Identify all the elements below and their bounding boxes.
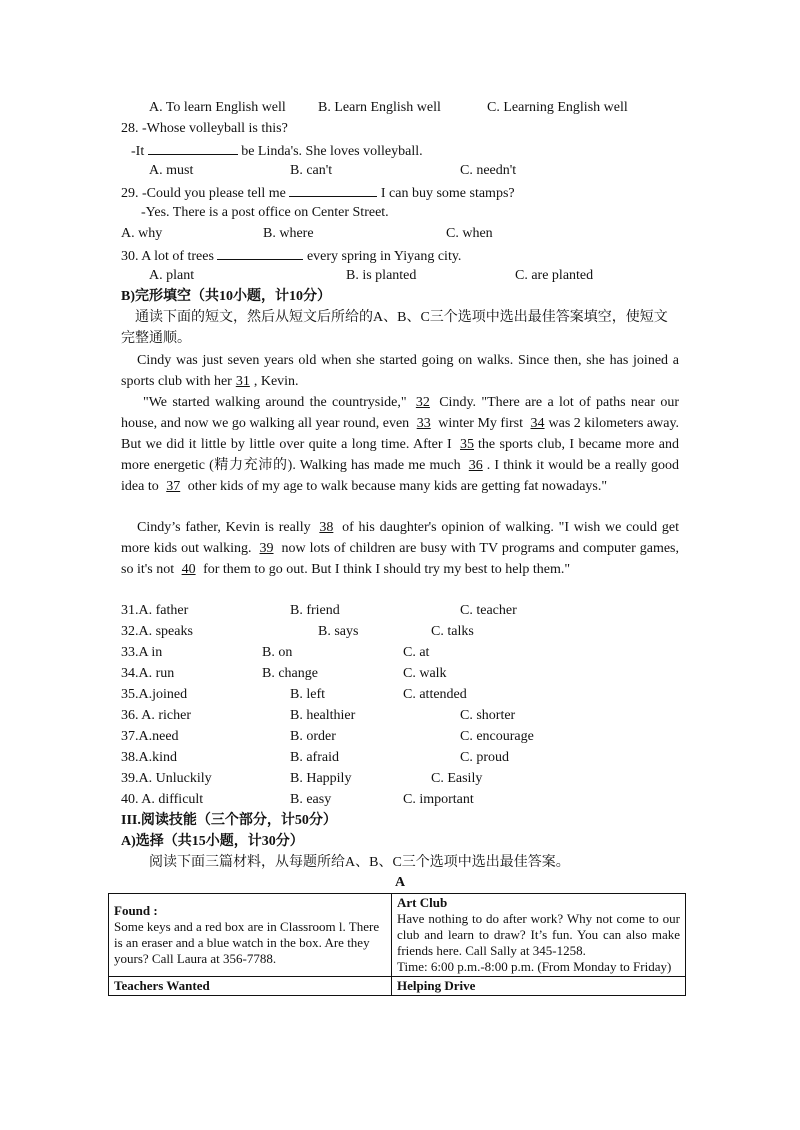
- q29-option-c: C. when: [446, 226, 493, 241]
- option-36-a: 36. A. richer: [121, 708, 191, 723]
- option-33-c: C. at: [403, 645, 430, 660]
- option-31-a: 31.A. father: [121, 603, 189, 618]
- art-club-time: Time: 6:00 p.m.-8:00 p.m. (From Monday to Friday): [397, 959, 672, 974]
- option-31-c: C. teacher: [460, 603, 517, 618]
- blank-37: 37: [166, 479, 181, 494]
- q28-option-a: A. must: [149, 163, 194, 178]
- q30-question: 30. A lot of trees every spring in Yiyang city.: [121, 245, 461, 267]
- option-38-a: 38.A.kind: [121, 750, 177, 765]
- blank-38: 38: [319, 520, 334, 535]
- section-iii-heading: III.阅读技能（三个部分，计50分）: [121, 813, 337, 828]
- q28-question: 28. -Whose volleyball is this?: [121, 121, 288, 136]
- q30-option-a: A. plant: [149, 268, 195, 283]
- option-37-c: C. encourage: [460, 729, 534, 744]
- option-34-b: B. change: [262, 666, 318, 681]
- option-40-a: 40. A. difficult: [121, 792, 204, 807]
- q27-option-a: A. To learn English well: [149, 100, 286, 115]
- blank-31: 31: [235, 374, 250, 389]
- art-club-notice: [392, 894, 686, 977]
- section-b-instruction-1: 通读下面的短文，然后从短文后所给的A、B、C三个选项中选出最佳答案填空，使短文: [135, 310, 668, 325]
- option-36-c: C. shorter: [460, 708, 516, 723]
- q30-option-c: C. are planted: [515, 268, 594, 283]
- q27-option-b: B. Learn English well: [318, 100, 441, 115]
- q29-answer: -Yes. There is a post office on Center Street.: [141, 205, 389, 220]
- blank-34: 34: [530, 416, 545, 431]
- option-35-a: 35.A.joined: [121, 687, 188, 702]
- q30-option-b: B. is planted: [346, 268, 417, 283]
- q29-option-b: B. where: [263, 226, 314, 241]
- section-iii-instruction: 阅读下面三篇材料，从每题所给A、B、C三个选项中选出最佳答案。: [149, 855, 570, 870]
- option-32-c: C. talks: [431, 624, 474, 639]
- option-40-b: B. easy: [290, 792, 332, 807]
- q28-option-c: C. needn't: [460, 163, 517, 178]
- passage-paragraph-3: Cindy’s father, Kevin is really 38 of his daughter's opinion of walking. "I wish we could get more kids out walking. 39 now lots of children are busy with TV programs and computer games, so it's not 40 for them to go out. But I think I should try my best to help them.": [121, 520, 680, 577]
- option-35-c: C. attended: [403, 687, 467, 702]
- found-notice: [109, 894, 392, 977]
- section-b-instruction-2: 完整通顺。: [121, 331, 191, 346]
- blank-33: 33: [416, 416, 431, 431]
- blank-36: 36: [468, 458, 483, 473]
- passage-letter-a: A: [394, 875, 406, 890]
- found-title: Found :: [114, 903, 158, 918]
- q28-blank: [148, 140, 238, 155]
- found-body: Some keys and a red box are in Classroom l. There is an eraser and a blue watch in the box. Are they yours? Call Laura at 356-7788.: [114, 919, 380, 966]
- option-33-a: 33.A in: [121, 645, 163, 660]
- option-39-a: 39.A. Unluckily: [121, 771, 212, 786]
- section-b-heading: B)完形填空（共10小题，计10分）: [121, 289, 331, 304]
- option-39-c: C. Easily: [431, 771, 483, 786]
- teachers-wanted-title: Teachers Wanted: [109, 977, 392, 996]
- option-39-b: B. Happily: [290, 771, 352, 786]
- option-40-c: C. important: [403, 792, 474, 807]
- blank-40: 40: [181, 562, 196, 577]
- option-31-b: B. friend: [290, 603, 340, 618]
- art-club-body: Have nothing to do after work? Why not come to our club and learn to draw? It’s fun. You can also make friends here. Call Sally at 345-1258.: [397, 911, 680, 958]
- section-iii-subheading: A)选择（共15小题，计30分）: [121, 834, 304, 849]
- q28-sentence: -It be Linda's. She loves volleyball.: [131, 140, 423, 162]
- option-32-b: B. says: [318, 624, 359, 639]
- blank-35: 35: [460, 437, 475, 452]
- option-38-c: C. proud: [460, 750, 509, 765]
- passage-paragraph-1: Cindy was just seven years old when she started going on walks. Since then, she has joined a sports club with her 31 , Kevin.: [121, 353, 679, 389]
- option-38-b: B. afraid: [290, 750, 339, 765]
- option-37-b: B. order: [290, 729, 336, 744]
- passage-paragraph-2: "We started walking around the countryside," 32 Cindy. "There are a lot of paths near our house, and now we go walking all year round, even 33 winter My first 34 was 2 kilometers away. But we did it little by little over quite a long time. After I 35 the sports club, I became more and more energetic (精力充沛的). Walking has made me much 36 . I think it would be a really good idea to 37 other kids of my age to walk because many kids are getting fat nowadays.": [121, 395, 680, 494]
- blank-39: 39: [259, 541, 274, 556]
- option-34-c: C. walk: [403, 666, 447, 681]
- option-35-b: B. left: [290, 687, 325, 702]
- q28-option-b: B. can't: [290, 163, 333, 178]
- q29-option-a: A. why: [121, 226, 163, 241]
- option-34-a: 34.A. run: [121, 666, 175, 681]
- q27-option-c: C. Learning English well: [487, 100, 628, 115]
- option-37-a: 37.A.need: [121, 729, 179, 744]
- blank-32: 32: [415, 395, 430, 410]
- q29-blank: [289, 182, 377, 197]
- art-club-title: Art Club: [397, 895, 448, 910]
- helping-drive-title: Helping Drive: [392, 977, 686, 996]
- option-33-b: B. on: [262, 645, 293, 660]
- ads-table: [108, 893, 686, 996]
- q29-question: 29. -Could you please tell me I can buy some stamps?: [121, 182, 515, 204]
- q30-blank: [217, 245, 303, 260]
- option-36-b: B. healthier: [290, 708, 356, 723]
- option-32-a: 32.A. speaks: [121, 624, 193, 639]
